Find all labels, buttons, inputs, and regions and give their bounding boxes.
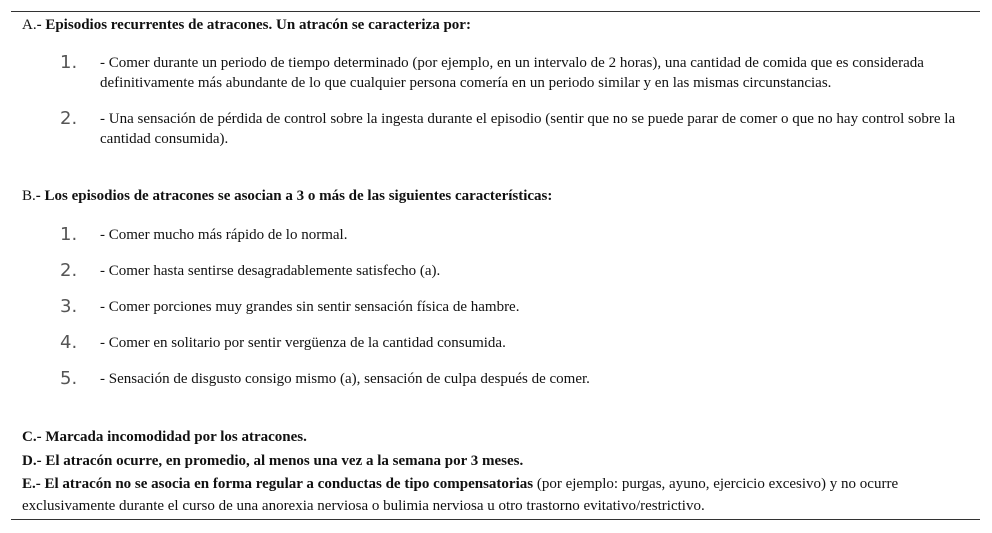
section-d-title: D.- El atracón ocurre, en promedio, al menos una vez a la semana por 3 meses. xyxy=(22,453,524,469)
section-a-item-2 xyxy=(22,109,962,151)
item-text: - Comer porciones muy grandes sin sentir sensación física de hambre. xyxy=(100,299,520,315)
section-b-item-3 xyxy=(22,297,962,319)
section-b-heading xyxy=(22,187,552,206)
section-b-item-2 xyxy=(22,261,962,283)
item-number: 3. xyxy=(60,296,78,317)
section-a-prefix: A. xyxy=(22,17,37,33)
item-text: - Comer durante un periodo de tiempo determinado (por ejemplo, en un intervalo de 2 horas), una cantidad de comida que es considerada definitivamente más abundante de lo que cualquier persona comería en un periodo similar y en las mismas circunstancias. xyxy=(100,55,924,91)
section-d xyxy=(22,450,967,472)
section-b-title: - Los episodios de atracones se asocian a 3 o más de las siguientes características: xyxy=(35,188,553,204)
item-number: 1. xyxy=(60,52,78,73)
item-number: 2. xyxy=(60,260,78,281)
section-a-title: - Episodios recurrentes de atracones. Un atracón se caracteriza por: xyxy=(36,17,471,33)
section-c xyxy=(22,426,967,448)
section-c-title: C.- Marcada incomodidad por los atracones. xyxy=(22,429,307,445)
section-a-item-1 xyxy=(22,53,962,95)
section-b-item-1 xyxy=(22,225,962,247)
section-b-item-5 xyxy=(22,369,962,391)
item-number: 2. xyxy=(60,108,78,129)
item-number: 4. xyxy=(60,332,78,353)
item-text: - Sensación de disgusto consigo mismo (a), sensación de culpa después de comer. xyxy=(100,371,590,387)
item-number: 5. xyxy=(60,368,78,389)
section-e xyxy=(22,473,967,517)
section-b-item-4 xyxy=(22,333,962,355)
item-number: 1. xyxy=(60,224,78,245)
section-e-text: (por ejemplo: purgas, ayuno, ejercicio excesivo) y no ocurre exclusivamente durante el curso de una anorexia nerviosa o bulimia nerviosa u otro trastorno evitativo/restrictivo. xyxy=(22,476,899,514)
section-a-heading xyxy=(22,16,471,35)
item-text: - Comer mucho más rápido de lo normal. xyxy=(100,227,348,243)
item-text: - Una sensación de pérdida de control sobre la ingesta durante el episodio (sentir que no se puede parar de comer o que no hay control sobre la cantidad consumida). xyxy=(100,111,956,147)
section-b-prefix: B. xyxy=(22,188,36,204)
section-e-title: E.- El atracón no se asocia en forma regular a conductas de tipo compensatorias xyxy=(22,476,534,492)
item-text: - Comer en solitario por sentir vergüenza de la cantidad consumida. xyxy=(100,335,506,351)
criteria-box xyxy=(11,11,980,520)
item-text: - Comer hasta sentirse desagradablemente satisfecho (a). xyxy=(100,263,441,279)
